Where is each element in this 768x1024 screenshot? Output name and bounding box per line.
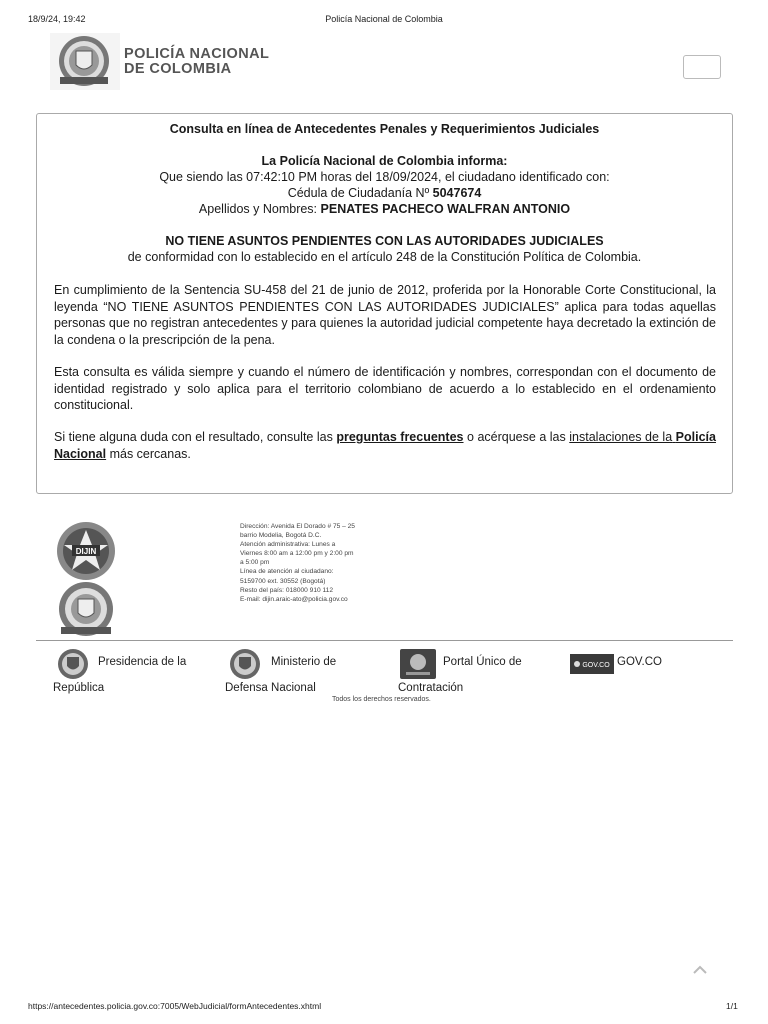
contact-address-block xyxy=(240,522,355,604)
presidencia-line-2: República xyxy=(53,682,105,694)
paragraph-dudas xyxy=(54,429,716,462)
address-line: Dirección: Avenida El Dorado # 75 – 25 xyxy=(240,523,355,530)
status-subline: de conformidad con lo establecido en el artículo 248 de la Constitución Política de Colombia. xyxy=(127,250,642,264)
address-line: Atención administrativa: Lunes a xyxy=(240,541,336,549)
address-line: Viernes 8:00 am a 12:00 pm y 2:00 pm xyxy=(240,550,354,558)
preguntas-frecuentes-link[interactable]: preguntas frecuentes xyxy=(336,430,464,444)
status-heading: NO TIENE ASUNTOS PENDIENTES CON LAS AUTORIDADES JUDICIALES xyxy=(165,234,604,248)
portal-contratacion-link[interactable] xyxy=(398,648,558,698)
menu-button[interactable] xyxy=(683,55,721,79)
police-emblem-small-icon xyxy=(47,581,125,639)
rights-reserved: Todos los derechos reservados. xyxy=(332,696,431,703)
card-title: Consulta en línea de Antecedentes Penales y Requerimientos Judiciales xyxy=(169,122,600,136)
presidencia-link[interactable] xyxy=(53,648,213,698)
paragraph-validez xyxy=(54,364,716,414)
instalaciones-link-text: instalaciones de la xyxy=(569,430,673,444)
dijin-emblem-icon xyxy=(47,520,125,582)
names-line xyxy=(36,202,733,216)
print-datetime: 18/9/24, 19:42 xyxy=(28,14,86,24)
portal-line-2: Contratación xyxy=(398,682,464,694)
portal-line-1: Portal Único de xyxy=(443,656,522,668)
paragraph-sentencia xyxy=(54,282,716,348)
gov-co-logo-icon xyxy=(570,654,614,674)
names-label: Apellidos y Nombres: xyxy=(198,202,318,216)
address-line: a 5:00 pm xyxy=(240,559,270,567)
cedula-label: Cédula de Ciudadanía Nº xyxy=(287,186,430,200)
govco-badge-text: GOV.CO xyxy=(582,662,610,669)
scroll-to-top-icon[interactable] xyxy=(692,965,708,975)
govco-link[interactable] xyxy=(570,654,680,676)
print-page-title: Policía Nacional de Colombia xyxy=(325,14,443,24)
cedula-line xyxy=(36,186,733,200)
address-line: Resto del país: 018000 910 112 xyxy=(240,586,333,594)
logo-line-2: DE COLOMBIA xyxy=(124,61,232,77)
policia-nacional-link-text: Policía Nacional xyxy=(54,430,716,461)
police-logo[interactable] xyxy=(50,33,272,90)
print-page-number: 1/1 xyxy=(726,1001,738,1011)
time-line: Que siendo las 07:42:10 PM horas del 18/09/2024, el ciudadano identificado con: xyxy=(159,170,610,184)
print-url: https://antecedentes.policia.gov.co:7005/WebJudicial/formAntecedentes.xhtml xyxy=(28,1001,322,1011)
address-line: Línea de atención al ciudadano: xyxy=(240,568,334,576)
names-value: PENATES PACHECO WALFRAN ANTONIO xyxy=(320,202,571,216)
cedula-number: 5047674 xyxy=(432,186,482,200)
paragraph-sentencia-text: En cumplimiento de la Sentencia SU-458 del 21 de junio de 2012, proferida por la Honorable Corte Constitucional, la leyenda “NO TIENE ASUNTOS PENDIENTES CON LAS AUTORIDADES JUDICIALES” aplica para todas aquellas personas que no registran antecedentes y para quienes la autoridad judicial competente haya decretado la extinción de la condena o la prescripción de la pena. xyxy=(54,283,716,347)
dudas-text-b: o acérquese a las xyxy=(467,430,566,444)
dudas-text-a: Si tiene alguna duda con el resultado, consulte las xyxy=(54,430,333,444)
address-line: 5159700 ext. 30552 (Bogotá) xyxy=(240,577,326,585)
police-shield-emblem-icon xyxy=(50,33,120,90)
ministerio-line-2: Defensa Nacional xyxy=(225,682,316,694)
dijin-badge-text: DIJIN xyxy=(75,547,97,556)
ministerio-line-1: Ministerio de xyxy=(271,656,337,668)
logo-line-1: POLICÍA NACIONAL xyxy=(124,46,270,62)
paragraph-validez-text: Esta consulta es válida siempre y cuando el número de identificación y nombres, correspondan con el documento de identidad registrado y solo aplica para el territorio colombiano de acuerdo a lo establecido en el ordenamiento constitucional. xyxy=(54,365,716,412)
ministerio-defensa-link[interactable] xyxy=(225,648,385,698)
informa-heading: La Policía Nacional de Colombia informa: xyxy=(261,154,508,168)
footer-divider xyxy=(36,640,733,641)
govco-label: GOV.CO xyxy=(617,656,662,668)
address-line: barrio Modelia, Bogotá D.C. xyxy=(240,532,322,540)
presidencia-line-1: Presidencia de la xyxy=(98,656,187,668)
dudas-text-c: más cercanas. xyxy=(109,446,191,461)
email-link[interactable]: E-mail: dijin.araic-ato@policia.gov.co xyxy=(240,595,348,603)
